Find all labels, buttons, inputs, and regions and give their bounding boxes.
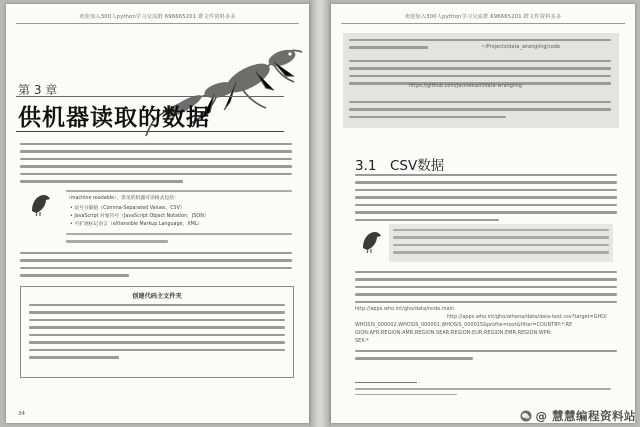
csv-note-text [393,229,609,259]
who-paragraph [355,271,617,308]
wechat-icon [520,410,532,422]
section-heading: 3.1 CSV数据 [355,158,445,174]
chapter-rule [16,96,284,97]
who-url-line-1[interactable]: http://apps.who.int/gho/athena/data/data-text.csv?target=GHO/ [447,315,607,320]
sidebar-box-title: 创建代码主文件夹 [132,293,182,300]
who-url-line-3[interactable]: GION:AFR;REGION:AMR;REGION:SEAR;REGION:EUR;REGION:EMR;REGION:WPR; [355,331,552,336]
who-url-line-4[interactable]: SEX:* [355,339,369,344]
running-header: 欢迎加入300人python学习交流群 696665201 群文件资料多多 [79,14,236,20]
continued-sidebar-text [349,39,611,54]
watermark [520,408,636,424]
left-page [6,4,309,423]
body-paragraph [20,252,292,282]
footnote-rule [355,382,417,383]
chapter-title: 供机器读取的数据 [18,105,210,131]
github-link[interactable]: https://github.com/jackiekazil/data-wrangling [409,84,523,89]
page-number: 34 [18,411,25,417]
book-gutter [309,0,331,427]
note-bullet-xml: • 可扩展标记语言（eXtensible Markup Language，XML） [70,222,203,227]
title-rule [16,131,284,132]
sidebar-box [20,286,294,378]
crow-note-icon-right [359,226,383,254]
who-url-short[interactable]: http://apps.who.int/gho/data/node.main. [355,307,456,312]
sidebar-box-text [29,304,285,364]
header-rule [16,23,299,24]
continued-sidebar-text-3 [349,101,611,123]
who-url-line-2[interactable]: WHOSIS_000002,WHOSIS_000001,WHOSIS_000015&profile=text&filter=COUNTRY:*;RE [355,323,573,328]
project-path: ~/Projects/data_wrangling/code [481,45,561,50]
note-bullet-json: • JavaScript 对象符号（JavaScript Object Notation，JSON） [70,214,209,219]
right-page [331,4,635,423]
csv-intro-paragraph [355,174,617,226]
crow-note-icon [28,189,52,217]
note-intro: （machine readable），常见的机器可读格式包括： [66,196,179,201]
header-rule-right [341,23,625,24]
note-tail [66,233,292,248]
chapter-label: 第 3 章 [18,83,58,97]
closing-paragraph [355,350,617,365]
intro-paragraph [20,143,292,188]
watermark-text: @ 慧慧编程资料站 [535,409,636,423]
footnote [355,388,611,400]
running-header-right: 欢迎加入300人python学习交流群 696665201 群文件资料多多 [404,14,562,20]
note-bullet-csv: • 逗号分隔值（Comma-Separated Values，CSV） [70,206,185,211]
